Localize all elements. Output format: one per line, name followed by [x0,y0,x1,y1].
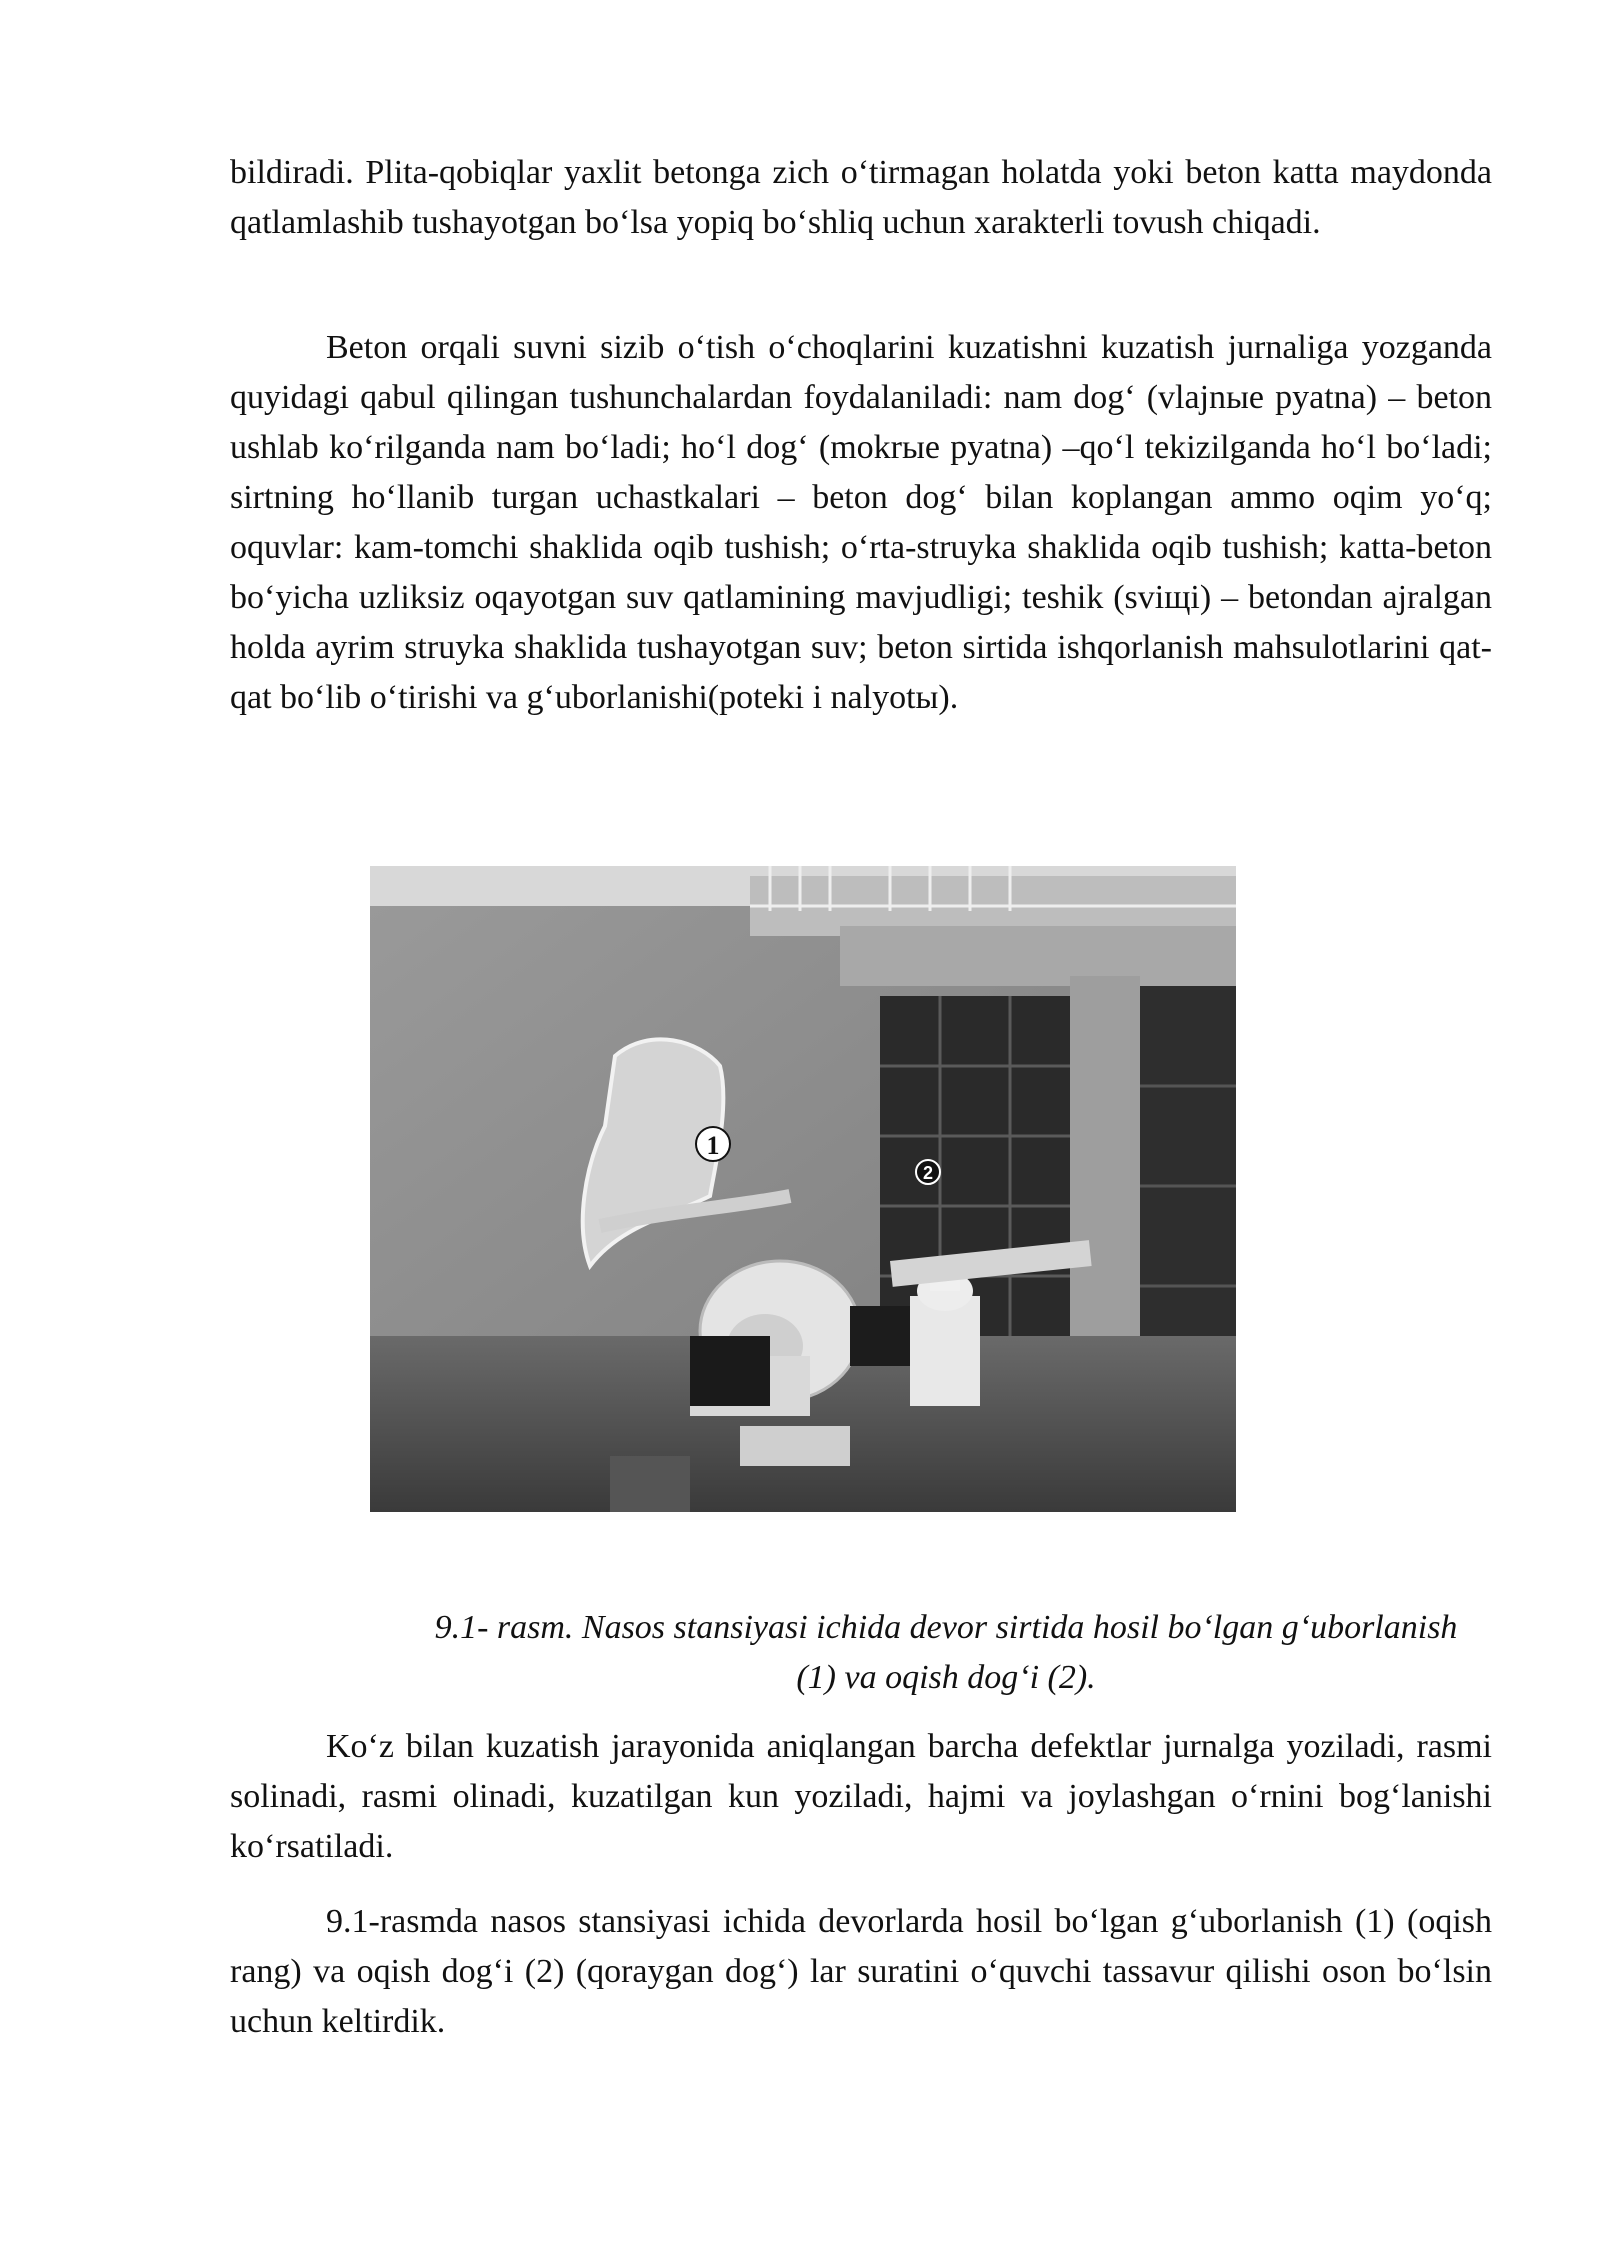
marker-2: 2 [922,1163,934,1183]
caption-line-1: 9.1- rasm. Nasos stansiyasi ichida devor sirtida hosil bo‘lgan g‘uborlanish [434,1609,1458,1646]
paragraph-figure-reference: 9.1-rasmda nasos stansiyasi ichida devorlarda hosil bo‘lgan g‘uborlanish (1) (oqish rang) va oqish dog‘i (2) (qoraygan dog‘) lar suratini o‘quvchi tassavur qilishi oson bo‘lsin uchun keltirdik. [230,1903,1492,2040]
pump-station-photo [370,866,1236,1512]
caption-line-2: (1) va oqish dog‘i (2). [796,1659,1096,1696]
paragraph-continuation: bildiradi. Plita-qobiqlar yaxlit betonga zich o‘tirmagan holatda yoki beton katta maydonda qatlamlashib tushayotgan bo‘lsa yopiq bo‘shliq uchun xarakterli tovush chiqadi. [230,154,1492,241]
marker-1: 1 [706,1131,720,1160]
figure-caption [300,1603,1492,1703]
paragraph-observation-terms: Beton orqali suvni sizib o‘tish o‘choqlarini kuzatishni kuzatish jurnaliga yozganda quyidagi qabul qilingan tushunchalardan foydalaniladi: nam dog‘ (vlajnые pyatna) – beton ushlab ko‘rilganda nam bo‘ladi; ho‘l dog‘ (mokrые pyatna) –qo‘l tekizilganda ho‘l bo‘ladi; sirtning ho‘llanib turgan uchastkalari – beton dog‘ bilan koplangan ammo oqim yo‘q; oquvlar: kam-tomchi shaklida oqib tushish; o‘rta-struyka shaklida oqib tushish; katta-beton bo‘yicha uzliksiz oqayotgan suv qatlamining mavjudligi; teshik (sviщі) – betondan ajralgan holda ayrim struyka shaklida tushayotgan suv; beton sirtida ishqorlanish mahsulotlarini qat-qat bo‘lib o‘tirishi va g‘uborlanishi(poteki i nalyotы). [230,329,1492,716]
paragraph-defects-journal: Ko‘z bilan kuzatish jarayonida aniqlangan barcha defektlar jurnalga yoziladi, rasmi solinadi, rasmi olinadi, kuzatilgan kun yoziladi, hajmi va joylashgan o‘rnini bog‘lanishi ko‘rsatiladi. [230,1728,1492,1865]
